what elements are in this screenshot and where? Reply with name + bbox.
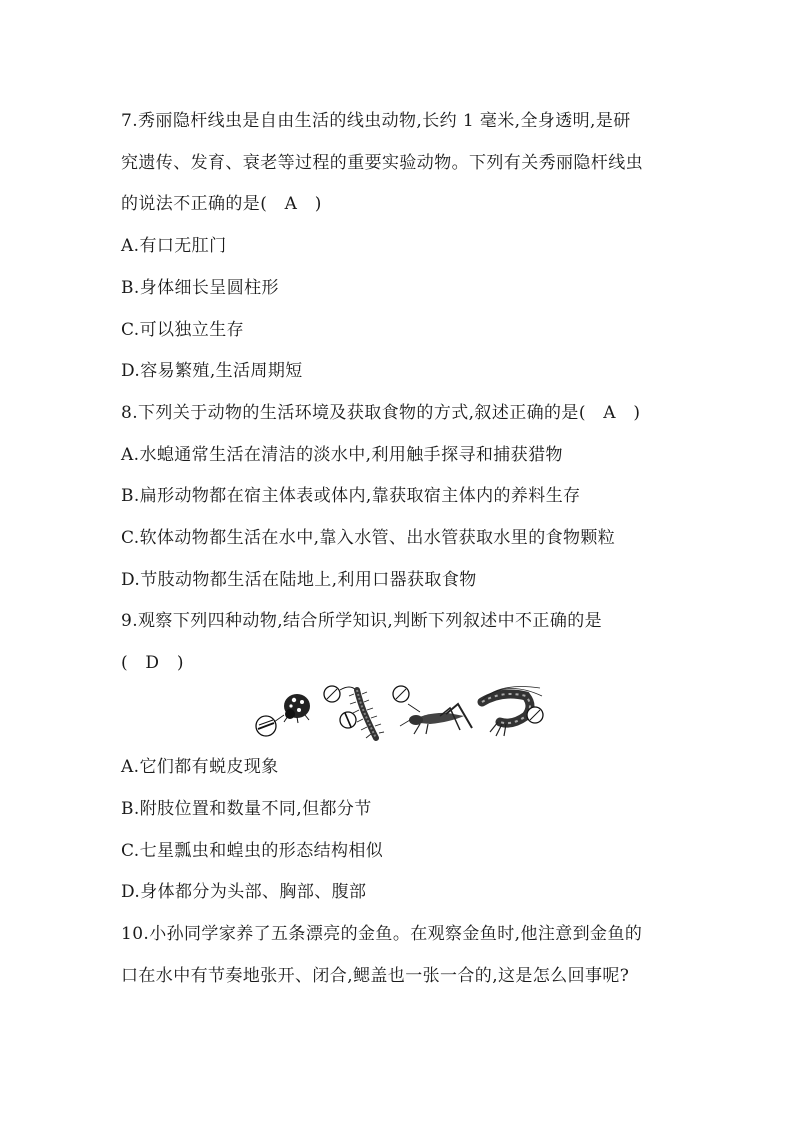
q8-option-b: B.扁形动物都在宿主体表或体内,靠获取宿主体内的养料生存	[121, 486, 581, 506]
q7-option-c: C.可以独立生存	[121, 320, 245, 340]
q10-stem-line-1: 10.小孙同学家养了五条漂亮的金鱼。在观察金鱼时,他注意到金鱼的	[121, 924, 643, 944]
q9-option-c: C.七星瓢虫和蝗虫的形态结构相似	[121, 841, 384, 861]
q7-stem-line-2: 究遗传、发育、衰老等过程的重要实验动物。下列有关秀丽隐杆线虫	[121, 153, 643, 173]
q8-stem: 8.下列关于动物的生活环境及获取食物的方式,叙述正确的是( A )	[121, 403, 641, 423]
q9-stem-line-2: ( D )	[121, 653, 184, 673]
q7-option-d: D.容易繁殖,生活周期短	[121, 361, 303, 381]
q8-option-d: D.节肢动物都生活在陆地上,利用口器获取食物	[121, 570, 477, 590]
q9-stem-line-1: 9.观察下列四种动物,结合所学知识,判断下列叙述中不正确的是	[121, 611, 603, 631]
q9-option-b: B.附肢位置和数量不同,但都分节	[121, 799, 372, 819]
ladybug-icon	[256, 694, 310, 736]
q7-stem-line-1: 7.秀丽隐杆线虫是自由生活的线虫动物,长约 1 毫米,全身透明,是研	[121, 111, 631, 131]
q7-stem-line-3: 的说法不正确的是( A )	[121, 194, 322, 214]
q9-option-d: D.身体都分为头部、胸部、腹部	[121, 882, 367, 902]
q8-option-a: A.水螅通常生活在清洁的淡水中,利用触手探寻和捕获猎物	[121, 445, 563, 465]
q8-option-c: C.软体动物都生活在水中,靠入水管、出水管获取水里的食物颗粒	[121, 528, 616, 548]
q7-option-b: B.身体细长呈圆柱形	[121, 278, 279, 298]
q7-option-a: A.有口无肛门	[121, 236, 227, 256]
q9-animal-figure	[250, 682, 544, 742]
grasshopper-icon	[393, 686, 472, 734]
centipede-icon	[324, 686, 384, 738]
q9-option-a: A.它们都有蜕皮现象	[121, 757, 279, 777]
shrimp-icon	[482, 687, 543, 737]
q10-stem-line-2: 口在水中有节奏地张开、闭合,鳃盖也一张一合的,这是怎么回事呢?	[121, 966, 630, 986]
